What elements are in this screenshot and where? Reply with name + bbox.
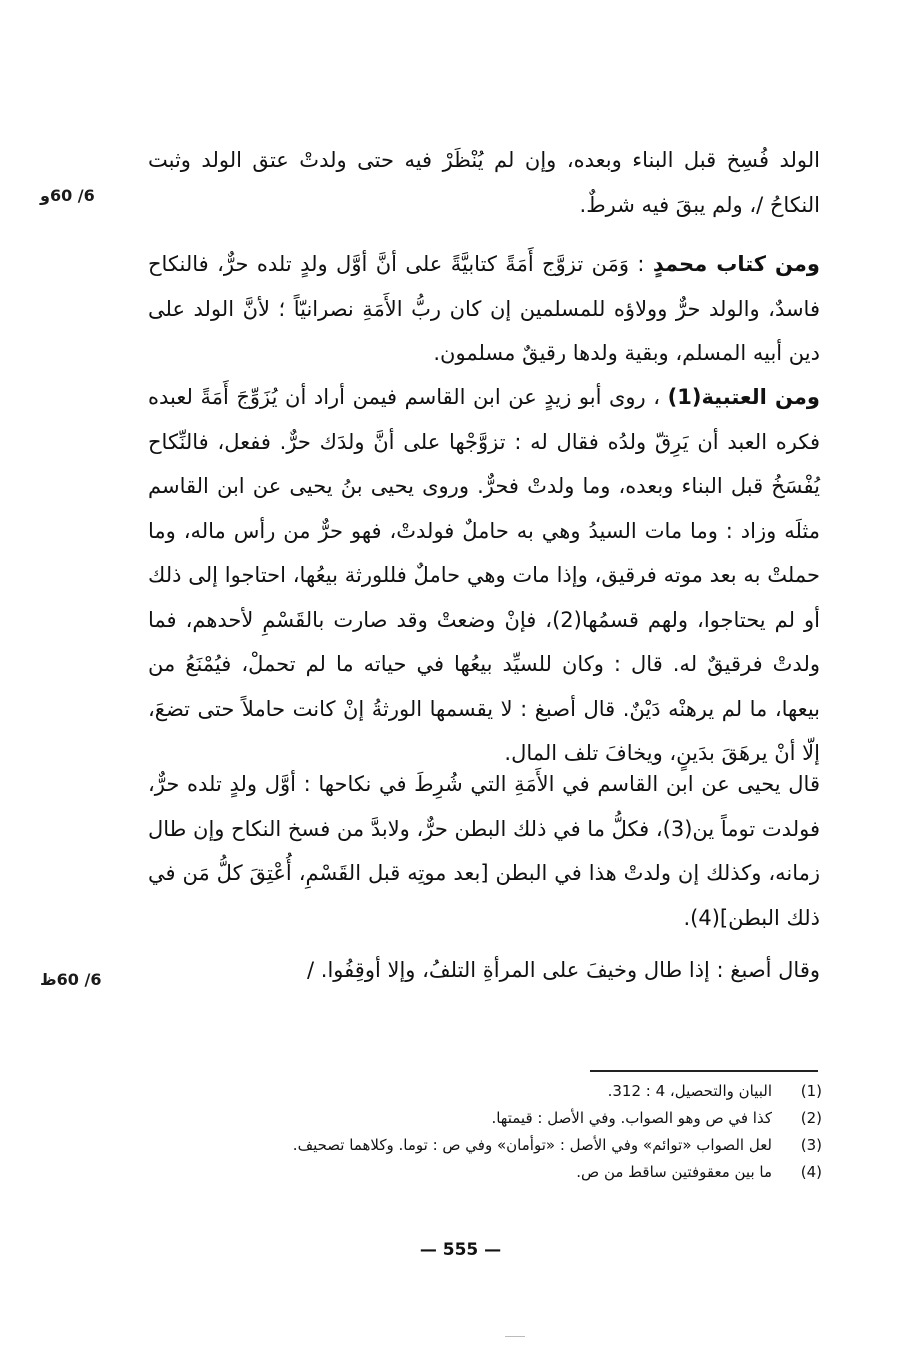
margin-folio-note-1: 6/ 60و [40,186,95,205]
paragraph-4-text: قال يحيى عن ابن القاسم في الأَمَةِ التي شُرِطَ في نكاحها : أوَّل ولدٍ تلده حرٌّ، فولدت توماً ين(3)، فكلُّ ما في ذلك البطن حرٌّ، ولابدَّ من فسخ النكاح وإن طال زمانه، وكذلك إن ولدتْ هذا في البطن [بعد موتِه قبل القَسْمِ، أُعْتِقَ كلُّ مَن في ذلك البطن](4). [148,772,820,930]
paragraph-3-text: ، روى أبو زيدٍ عن ابن القاسم فيمن أراد أن يُزَوِّجَ أَمَةً لعبده فكره العبد أن يَرِقّ ولدُه فقال له : تزوَّجْها على أنَّ ولدَك حرٌّ. ففعل، فالنِّكاح يُفْسَخُ قبل البناء وبعده، وما ولدتْ فحرٌّ. وروى يحيى بنُ يحيى عن ابن القاسم مثلَه وزاد : وما مات السيدُ وهي به حاملٌ فولدتْ، فهو حرٌّ من رأس ماله، وما حملتْ به بعد موته فرقيق، وإذا مات وهي حاملٌ فللورثة بيعُها، احتاجوا إلى ذلك أو لم يحتاجوا، ولهم قسمُها(2)، فإنْ وضعتْ وقد صارت بالقَسْمِ لأحدهم، فما ولدتْ فرقيقٌ له. قال : وكان للسيِّد بيعُها في حياته ما لم تحملْ، فيُمْنَعُ من بيعها، ما لم يرهنْه دَيْنٌ. قال أصبغ : لا يقسمها الورثةُ إنْ كانت حاملاً حتى تضعَ، إلّا أنْ يرهَقَ بدَينٍ، ويخافَ تلف المال. [148,385,820,765]
footnote-item [150,1159,822,1186]
paragraph-2-text: : وَمَن تزوَّج أَمَةً كتابيَّةً على أنَّ أوَّل ولدٍ تلده حرٌّ، فالنكاح فاسدٌ، والولد حرٌّ وولاؤه للمسلمين إن كان ربُّ الأَمَةِ نصرانيّاً ؛ لأنَّ الولد على دين أبيه المسلم، وبقية ولدها رقيقٌ مسلمون. [148,252,820,365]
paragraph-3 [148,375,820,776]
page-number: — 555 — [419,1240,502,1260]
paragraph-1 [148,138,820,227]
paragraph-2-lead: ومن كتاب محمدٍ [652,252,820,276]
footnote-text: البيان والتحصيل، 4 : 312. [607,1082,772,1100]
footnote-item [150,1078,822,1105]
footnote-number: (2) [800,1109,822,1127]
footnote-text: ما بين معقوفتين ساقط من ص. [576,1163,772,1181]
footnote-text: كذا في ص وهو الصواب. وفي الأصل : قيمتها. [491,1109,772,1127]
paragraph-5 [148,948,820,993]
paragraph-3-lead: ومن العتبية(1) [667,385,820,409]
footnote-number: (3) [800,1136,822,1154]
paragraph-2 [148,242,820,376]
footnote-item [150,1105,822,1132]
footnote-separator [590,1070,818,1072]
footnote-text: لعل الصواب «توائم» وفي الأصل : «توأمان» وفي ص : توما. وكلاهما تصحيف. [292,1136,772,1154]
paragraph-5-text: وقال أصبغ : إذا طال وخيفَ على المرأةِ التلفُ، وإلا أوقِفُوا. / [307,958,820,982]
crop-mark [505,1336,525,1337]
footnote-number: (4) [800,1163,822,1181]
paragraph-4 [148,762,820,940]
paragraph-1-text: الولد فُسِخ قبل البناء وبعده، وإن لم يُنْظَرْ فيه حتى ولدتْ عتق الولد وثبت النكاحُ /، ولم يبقَ فيه شرطٌ. [148,148,820,217]
footnote-number: (1) [800,1082,822,1100]
margin-folio-note-2: 6/ 60ظ [40,970,102,989]
footnotes-list [150,1078,822,1186]
footnote-item [150,1132,822,1159]
